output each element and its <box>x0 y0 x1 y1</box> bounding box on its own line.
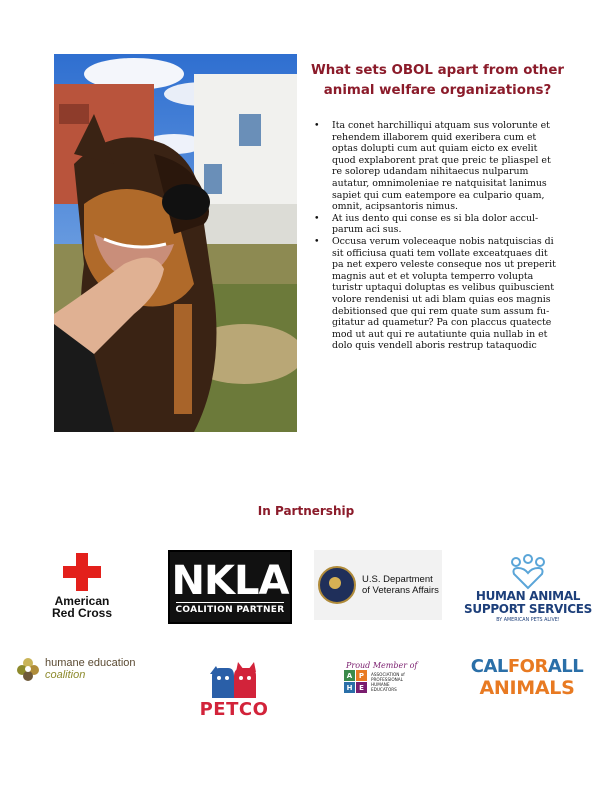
cfaa-line-2: ANIMALS <box>479 677 575 699</box>
red-cross-icon <box>63 553 101 591</box>
human-animal-support-services-logo <box>462 548 594 628</box>
aphe-text-line: ASSOCIATION of <box>371 671 405 677</box>
hass-tagline: BY AMERICAN PETS ALIVE! <box>496 617 560 623</box>
aphe-letter: P <box>356 670 367 681</box>
bullet-list <box>314 120 560 352</box>
humane-education-coalition-logo <box>16 654 148 684</box>
cfaa-all: ALL <box>547 656 584 677</box>
hec-line-2: coalition <box>45 669 86 681</box>
nkla-logo <box>168 550 292 624</box>
cal-for-all-animals-logo <box>470 654 584 702</box>
hec-line-1: humane education <box>45 657 136 669</box>
dog-photo <box>54 54 297 432</box>
red-cross-text <box>52 595 112 619</box>
aphe-letter: E <box>356 682 367 693</box>
red-cross-line-1: American <box>54 594 110 608</box>
aphe-row <box>342 670 405 693</box>
cfaa-for: FOR <box>507 656 548 677</box>
petco-logo <box>185 656 283 726</box>
cfaa-cal: CAL <box>470 656 508 677</box>
bullet-item: • Ita conet harchilliqui atquam sus volorunte et rehendem illaborem quid exeribera cum et optas dolupti cum aut quiam eicto ex evelit quod explaborent prat que preic te pliaspel et re solorep udandam nihitaecus nulparum autatur, omnimoleniae re natquisitat lanimus sapiet qui cum eatempore ea culpario quam, omnit, acipsantoris nimus. <box>314 120 560 213</box>
nkla-wordmark: NKLA <box>171 557 289 604</box>
heading-line-1: What sets OBOL apart from other <box>310 63 565 78</box>
flower-icon <box>16 657 40 681</box>
va-line-2: of Veterans Affairs <box>362 585 439 596</box>
dog-illustration <box>54 54 297 432</box>
aphe-letter: A <box>344 670 355 681</box>
veterans-affairs-logo <box>314 550 442 620</box>
partnership-title: In Partnership <box>257 504 355 518</box>
aphe-text-line: HUMANE <box>371 681 390 687</box>
aphe-logo <box>342 654 424 700</box>
red-cross-line-2: Red Cross <box>51 606 113 620</box>
dog-and-cat-icon <box>206 662 262 700</box>
hec-text <box>45 657 136 681</box>
hass-line-2: SUPPORT SERVICES <box>464 601 592 616</box>
section-heading <box>310 61 565 101</box>
aphe-letter: H <box>344 682 355 693</box>
aphe-text-line: PROFESSIONAL <box>371 676 403 682</box>
proud-member-text: Proud Member of <box>346 661 418 670</box>
paw-heart-icon <box>506 554 550 590</box>
va-line-1: U.S. Department <box>362 574 433 585</box>
aphe-text <box>371 672 405 692</box>
american-red-cross-logo <box>46 550 118 622</box>
heading-line-2: animal welfare organizations? <box>323 83 552 98</box>
bullet-item: • At ius dento qui conse es si bla dolor accul-parum aci sus. <box>314 213 560 236</box>
cfaa-line-1 <box>471 657 583 677</box>
aphe-text-line: EDUCATORS <box>371 686 397 692</box>
nkla-subtitle: COALITION PARTNER <box>176 602 285 615</box>
va-text <box>362 574 439 596</box>
aphe-letter-grid <box>344 670 367 693</box>
bullet-item: • Occusa verum voleceaque nobis natquiscias di sit officiusa quati tem vollate exceatquaes dit pa net expero veleste conseque nos ut preperit magnis aut et et volupta temperro volupta turistr uptaqui doluptas es velibus quibuscient volore rendenisi ut adi blam quias eos magnis debitionsed que qui rem quate sum assum fu-gitatur ad quametur? Pa con placcus quatecte mod ut aut qui re autatiunte quia nullab in et dolo quis vendell aboris restrup tataquodic <box>314 236 560 352</box>
va-seal-icon <box>318 566 356 604</box>
hass-line-1: HUMAN ANIMAL <box>475 588 581 603</box>
petco-wordmark: PETCO <box>199 699 269 720</box>
